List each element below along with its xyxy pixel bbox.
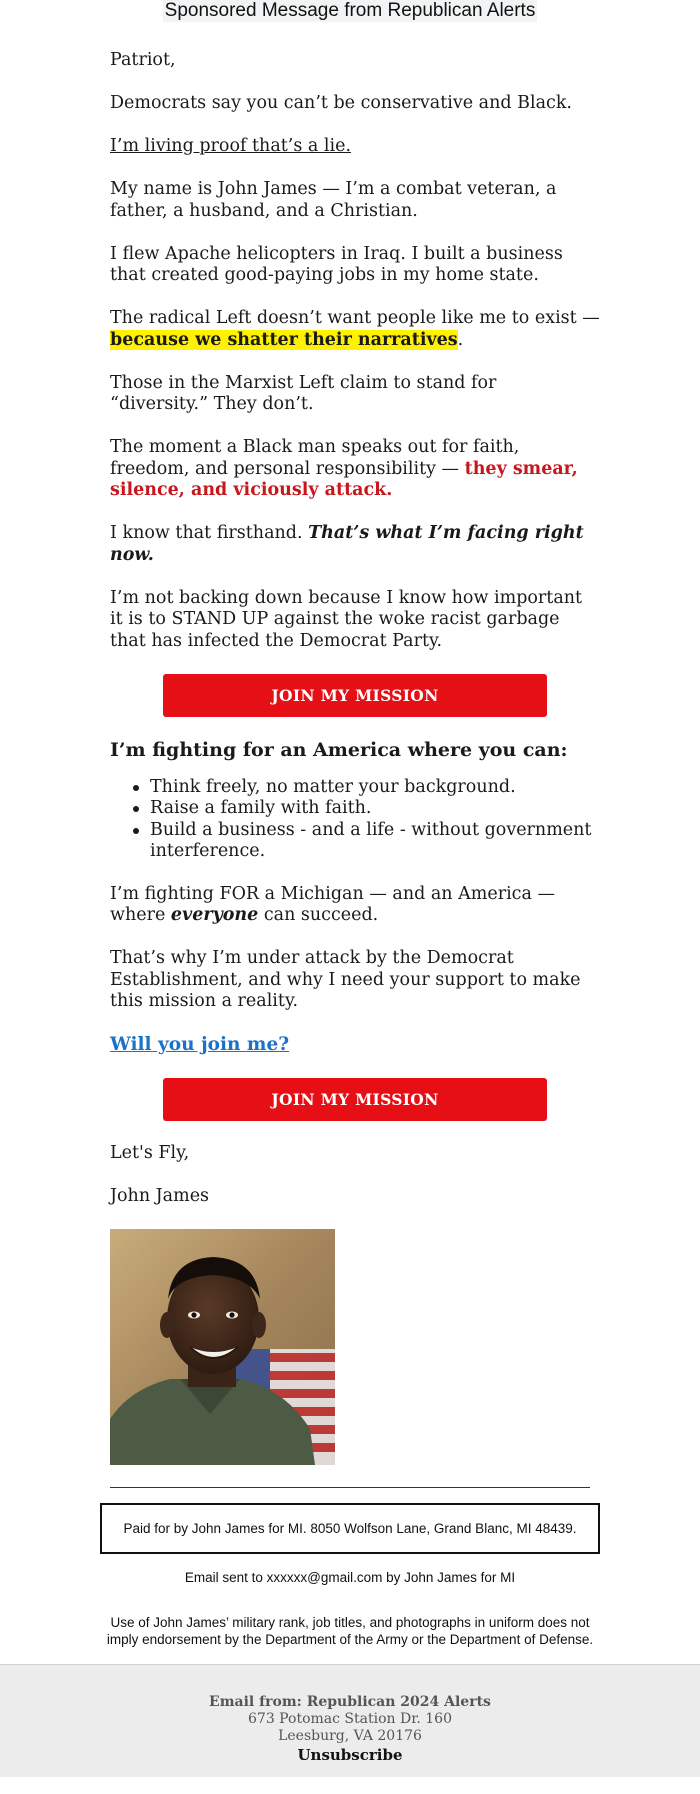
signature-name: John James <box>110 1186 210 1206</box>
military-disclaimer: Use of John James’ military rank, job titles, and photographs in uniform does not imply endorsement by the Department of the Army or the Department of Defense. <box>106 1615 594 1647</box>
unsubscribe-link[interactable]: Unsubscribe <box>297 1746 403 1764</box>
paid-for-box <box>100 1503 600 1554</box>
bullet-list <box>110 777 600 863</box>
cta-container-2 <box>110 1078 600 1121</box>
radical-left-period: . <box>457 329 464 350</box>
paragraph-intro: Democrats say you can’t be conservative and Black. <box>110 93 572 113</box>
footer <box>0 1664 700 1777</box>
portrait-illustration <box>110 1229 335 1465</box>
paragraph-attack <box>110 437 600 502</box>
section-heading: I’m fighting for an America where you can: <box>110 738 568 761</box>
paid-for-text: Paid for by John James for MI. 8050 Wolfson Lane, Grand Blanc, MI 48439. <box>123 1521 577 1536</box>
paragraph-bio: My name is John James — I’m a combat veteran, a father, a husband, and a Christian. <box>110 179 557 221</box>
michigan-text: I’m fighting FOR a Michigan — and an America — where <box>110 883 555 925</box>
paragraph-michigan <box>110 884 600 927</box>
cta-container-1 <box>110 674 600 717</box>
bold-italic-text: That’s what I’m facing right now. <box>110 523 584 565</box>
paragraph-under-attack: That’s why I’m under attack by the Democrat Establishment, and why I need your support to make this mission a reality. <box>110 948 581 1011</box>
paragraph-proof <box>110 136 600 158</box>
footer-address-line2: Leesburg, VA 20176 <box>278 1728 422 1744</box>
letter-body <box>110 26 600 1488</box>
signoff: Let's Fly, <box>110 1143 190 1163</box>
list-item: Build a business - and a life - without government interference. <box>150 820 600 863</box>
footer-sender: Email from: Republican 2024 Alerts <box>209 1694 491 1710</box>
radical-left-text: The radical Left doesn’t want people like me to exist — <box>110 308 600 328</box>
proof-underlined-text: I’m living proof that’s a lie. <box>110 136 352 156</box>
sponsor-text: Sponsored Message from Republican Alerts <box>164 0 536 21</box>
join-me-link[interactable]: Will you join me? <box>110 1034 290 1055</box>
red-emphasis-text: they smear, silence, and viciously attack. <box>110 458 578 500</box>
sponsor-banner <box>0 0 700 26</box>
attack-text: The moment a Black man speaks out for faith, freedom, and personal responsibility — <box>110 437 520 479</box>
michigan-text-end: can succeed. <box>258 905 379 925</box>
email-sent-notice: Email sent to xxxxxx@gmail.com by John James for MI <box>184 1570 516 1585</box>
list-item: Think freely, no matter your background. <box>150 777 600 799</box>
paragraph-service: I flew Apache helicopters in Iraq. I built a business that created good-paying jobs in my home state. <box>110 243 563 285</box>
paragraph-stand-up: I’m not backing down because I know how important it is to STAND UP against the woke racist garbage that has infected the Democrat Party. <box>110 587 583 651</box>
divider <box>110 1487 590 1488</box>
paragraph-diversity: Those in the Marxist Left claim to stand for “diversity.” They don’t. <box>110 372 497 414</box>
paragraph-firsthand <box>110 523 600 566</box>
candidate-photo <box>110 1229 335 1465</box>
footer-address-line1: 673 Potomac Station Dr. 160 <box>248 1711 452 1727</box>
firsthand-text: I know that firsthand. <box>110 523 309 543</box>
highlighted-text: because we shatter their narratives <box>110 329 458 350</box>
paragraph-join-link <box>110 1034 600 1057</box>
list-item: Raise a family with faith. <box>150 798 600 820</box>
join-mission-button-2[interactable]: JOIN MY MISSION <box>163 1078 547 1121</box>
greeting: Patriot, <box>110 50 176 70</box>
paragraph-radical-left <box>110 308 600 351</box>
join-mission-button[interactable]: JOIN MY MISSION <box>163 674 547 717</box>
everyone-emphasis: everyone <box>170 905 259 925</box>
